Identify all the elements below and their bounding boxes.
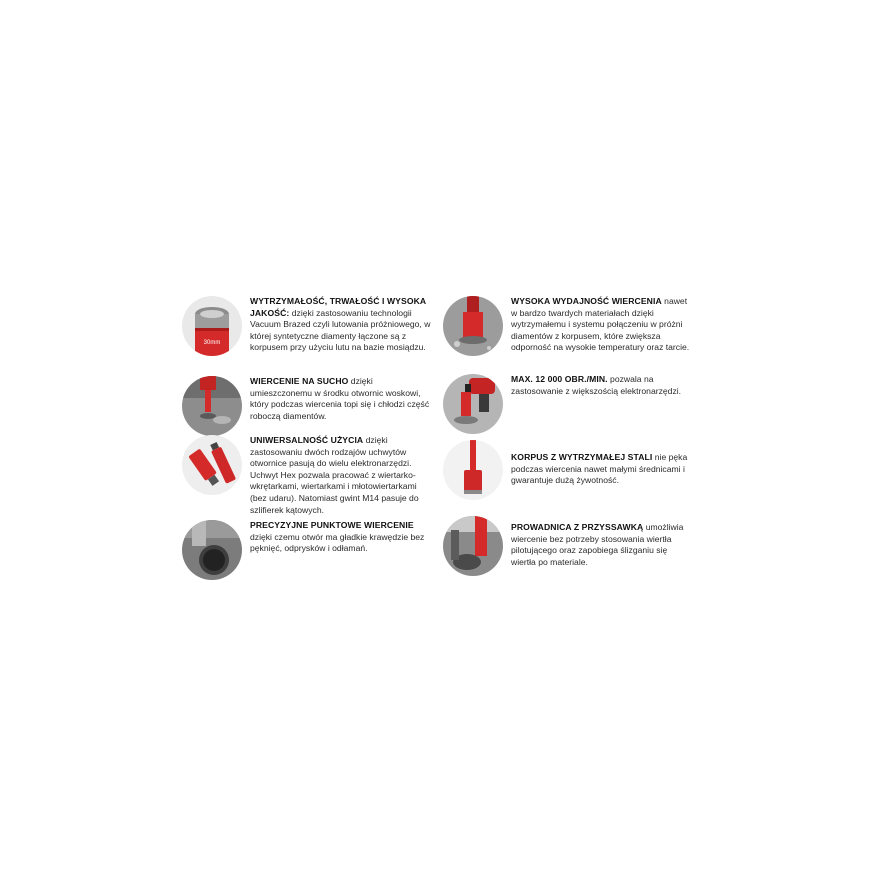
feature-durability: [182, 296, 432, 356]
feature-title: WYTRZYMAŁOŚĆ, TRWAŁOŚĆ I WYSOKA JAKOŚĆ:: [250, 296, 426, 318]
feature-versatility: [182, 435, 432, 516]
drill-speed-icon: [443, 374, 503, 434]
feature-text: dzięki zastosowaniu dwóch rodzajów uchwytów otwornice pasują do wielu elektronarzędzi. Uchwyt Hex pozwala pracować z wiertarko-wkrętarkami, wiertarkami i młotowiertarkami (bez udaru). Natomiast gwint M14 pasuje do szlifierek kątowych.: [250, 435, 419, 515]
feature-text: pozwala na zastosowanie z większością elektronarzędzi.: [511, 374, 682, 396]
feature-precise-drilling: [182, 520, 432, 580]
feature-title: UNIWERSALNOŚĆ UŻYCIA: [250, 435, 364, 445]
feature-text: umożliwia wiercenie bez potrzeby stosowania wiertła pilotującego oraz zapobiega ślizganiu się wiertła po materiale.: [511, 522, 684, 567]
feature-title: MAX. 12 000 OBR./MIN.: [511, 374, 608, 384]
diamond-crown-icon: [182, 296, 242, 356]
high-performance-drilling-icon: [443, 296, 503, 356]
feature-title: PROWADNICA Z PRZYSSAWKĄ: [511, 522, 644, 532]
feature-max-rpm: [443, 374, 693, 434]
feature-text: dzięki czemu otwór ma gładkie krawędzie bez pęknięć, odprysków i odłamań.: [250, 531, 425, 554]
feature-suction-guide: [443, 516, 693, 576]
feature-steel-body: [443, 440, 693, 500]
feature-text: nawet w bardzo twardych materiałach dzięki wytrzymałemu i systemu połączeniu w próżni diamentów z korpusem, które zwiększa odporność na wysokie temperatury oraz tarcie.: [511, 296, 690, 353]
feature-dry-drilling: [182, 376, 432, 436]
steel-body-icon: [443, 440, 503, 500]
svg-text:30mm: 30mm: [203, 340, 221, 346]
dry-drilling-icon: [182, 376, 242, 436]
feature-text: dzięki umieszczonemu w środku otwornic woskowi, który podczas wiercenia topi się i chłodzi część roboczą diamentów.: [250, 376, 430, 421]
suction-guide-icon: [443, 516, 503, 576]
feature-title: WYSOKA WYDAJNOŚĆ WIERCENIA: [511, 296, 662, 306]
precise-hole-icon: [182, 520, 242, 580]
feature-title: KORPUS Z WYTRZYMAŁEJ STALI: [511, 452, 653, 462]
hex-and-m14-bits-icon: [182, 435, 242, 495]
feature-title: PRECYZYJNE PUNKTOWE WIERCENIE: [250, 520, 414, 530]
feature-text: nie pęka podczas wiercenia nawet małymi średnicami i gwarantuje dużą żywotność.: [511, 452, 688, 486]
feature-high-performance: [443, 296, 693, 356]
feature-title: WIERCENIE NA SUCHO: [250, 376, 349, 386]
feature-text: dzięki zastosowaniu technologii Vacuum Brazed czyli lutowania próżniowego, w której syntetyczne diamenty łączone są z korpusem przy użyciu lutu na bazie mosiądzu.: [250, 307, 431, 353]
